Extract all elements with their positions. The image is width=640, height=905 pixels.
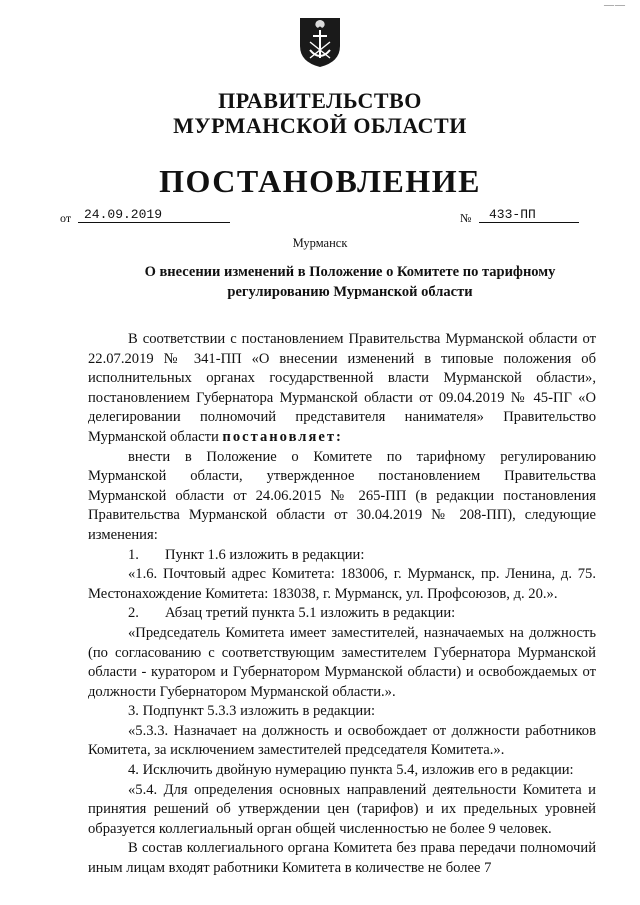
item-1-number: 1.: [128, 546, 139, 563]
item-3: 3. Подпункт 5.3.3 изложить в редакции:: [128, 703, 376, 720]
item-2-number: 2.: [128, 605, 139, 622]
item-1-quote: «1.6. Почтовый адрес Комитета: 183006, г. Мурманск, пр. Ленина, д. 75. Местонахождение Комитета: 183038, г. Мурманск, ул. Профсоюзов, д. 20.».: [88, 566, 596, 602]
document-body: [88, 330, 596, 879]
date-prefix: от: [60, 211, 72, 225]
resolve-word: постановляет:: [222, 428, 343, 445]
document-type-title: ПОСТАНОВЛЕНИЕ: [159, 163, 481, 199]
preamble-paragraph: [88, 330, 596, 448]
item-2-quote: «Председатель Комитета имеет заместителей, назначаемых на должность (по согласованию с соответствующим заместителем Губернатора Мурманской области - куратором и Губернатором Мурманской области) и освобождаемых от должности Губернатором Мурманской области.».: [88, 624, 596, 700]
subject-line1: О внесении изменений в Положение о Комитете по тарифному: [144, 264, 556, 280]
item-1-text: Пункт 1.6 изложить в редакции:: [164, 546, 365, 563]
item-4-continuation: В состав коллегиального органа Комитета без права передачи полномочий иным лицам входят работники Комитета в количестве не более 7: [88, 840, 596, 877]
item-2: [88, 604, 596, 624]
coat-of-arms-icon: [298, 14, 342, 68]
subject-line2: регулированию Мурманской области: [227, 284, 473, 300]
government-name-line2: МУРМАНСКОЙ ОБЛАСТИ: [173, 113, 467, 138]
top-mark: ——: [604, 0, 626, 11]
item-4-quote: «5.4. Для определения основных направлений деятельности Комитета и принятия решений об утверждении цен (тарифов) и их предельных уровней образуется коллегиальный орган общей численностью не более 9 человек.: [88, 781, 596, 837]
item-2-text: Абзац третий пункта 5.1 изложить в редакции:: [164, 605, 456, 622]
preamble-text: В соответствии с постановлением Правительства Мурманской области от 22.07.2019 № 341-ПП «О внесении изменений в типовые положения об исполнительных органах государственной власти Мурманской области», постановлением Губернатора Мурманской области от 09.04.2019 № 45-ПГ «О делегировании полномочий представителя нанимателя» Правительство Мурманской области: [88, 331, 596, 445]
item-3-quote: «5.3.3. Назначает на должность и освобождает от должности работников Комитета, за исключением заместителей председателя Комитета.».: [88, 722, 596, 759]
document-subject: [130, 262, 570, 302]
item-4: 4. Исключить двойную нумерацию пункта 5.4, изложив его в редакции:: [128, 762, 574, 779]
government-name-line1: ПРАВИТЕЛЬСТВО: [218, 88, 422, 113]
item-1: [88, 546, 596, 566]
amendment-intro: внести в Положение о Комитете по тарифному регулированию Мурманской области, утвержденное постановлением Правительства Мурманской области от 24.06.2015 № 265-ПП (в редакции постановления Правительства Мурманской области от 30.04.2019 № 208-ПП), следующие изменения:: [88, 448, 596, 543]
number-prefix: №: [460, 211, 472, 225]
document-date: 24.09.2019: [78, 207, 230, 223]
document-number: 433-ПП: [479, 207, 579, 223]
city: Мурманск: [292, 236, 348, 250]
date-number-row: [60, 207, 580, 227]
